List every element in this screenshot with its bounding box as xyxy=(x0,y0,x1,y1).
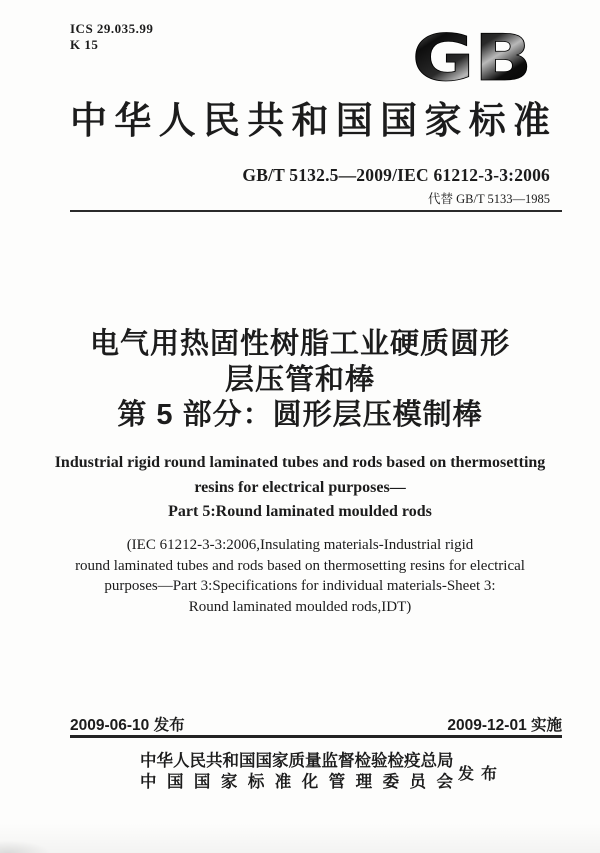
ccs-code: K 15 xyxy=(70,37,99,52)
national-standard-heading: 中华人民共和国国家标准 xyxy=(70,101,550,142)
english-title-line2: resins for electrical purposes— xyxy=(194,478,406,496)
publish-label: 发布 xyxy=(458,766,505,783)
publisher-block xyxy=(140,750,453,792)
ics-classification xyxy=(70,21,153,53)
iec-note-line4: Round laminated moulded rods,IDT) xyxy=(188,598,412,615)
header-divider xyxy=(70,210,562,212)
chinese-title xyxy=(0,327,600,434)
publisher-line2: 中国国家标准化管理委员会 xyxy=(140,772,453,791)
english-title xyxy=(0,451,600,525)
chinese-title-line3: 第 5 部分：圆形层压模制棒 xyxy=(117,399,483,431)
gb-logo-svg xyxy=(408,26,536,90)
english-title-line3: Part 5:Round laminated moulded rods xyxy=(168,503,432,520)
gb-logo-text: GB xyxy=(412,26,532,90)
english-title-line1: Industrial rigid round laminated tubes and rods based on thermosetting xyxy=(54,454,546,471)
ics-code: ICS 29.035.99 xyxy=(70,21,154,36)
standard-number-block xyxy=(242,165,550,207)
replaces-note: 代替 GB/T 5133—1985 xyxy=(428,192,550,206)
chinese-title-line2: 层压管和棒 xyxy=(224,363,375,396)
implement-date: 2009-12-01 实施 xyxy=(447,717,562,734)
footer-divider xyxy=(70,735,562,738)
iec-equivalence-note xyxy=(0,535,600,617)
standard-number: GB/T 5132.5—2009/IEC 61212-3-3:2006 xyxy=(242,165,550,185)
publisher-line1: 中华人民共和国国家质量监督检验检疫总局 xyxy=(140,751,454,770)
iec-note-line3: purposes—Part 3:Specifications for individual materials-Sheet 3: xyxy=(104,578,496,594)
chinese-title-line1: 电气用热固性树脂工业硬质圆形 xyxy=(89,328,510,360)
iec-note-line1: (IEC 61212-3-3:2006,Insulating materials-Industrial rigid xyxy=(126,537,474,553)
dates-row xyxy=(70,713,562,735)
issue-date: 2009-06-10 发布 xyxy=(70,717,185,734)
gb-logo-icon xyxy=(408,26,536,90)
iec-note-line2: round laminated tubes and rods based on thermosetting resins for electrical xyxy=(75,557,525,574)
